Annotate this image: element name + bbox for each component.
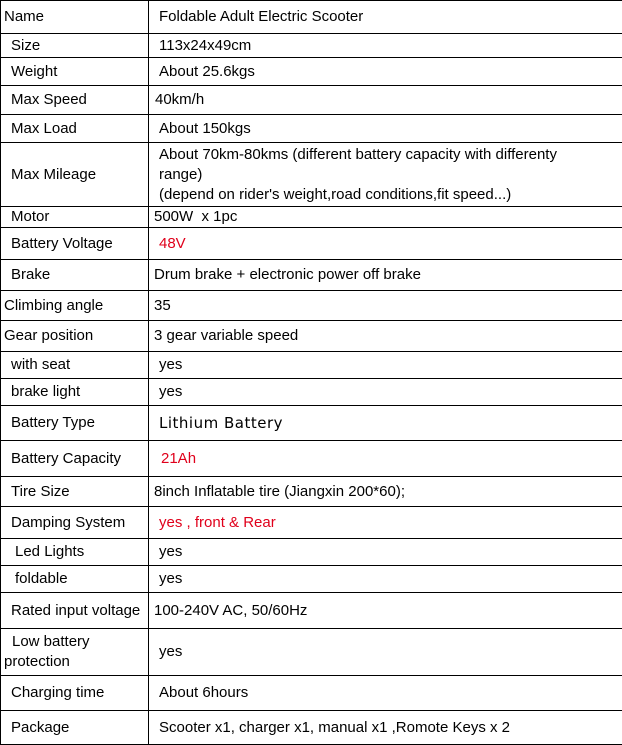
table-row [1,86,622,115]
table-row [1,566,622,593]
row-label: Gear position [1,321,149,352]
row-label: Max Mileage [1,143,149,207]
table-row [1,676,622,711]
row-label: Low battery protection [1,629,149,676]
row-value: 500W x 1pc [149,207,622,228]
row-value: 100-240V AC, 50/60Hz [149,593,622,629]
row-label: with seat [1,352,149,379]
table-row [1,406,622,441]
row-label: Climbing angle [1,291,149,321]
table-row [1,115,622,143]
row-value: 8inch Inflatable tire (Jiangxin 200*60); [149,477,622,507]
table-row [1,539,622,566]
table-row [1,291,622,321]
row-label: Weight [1,58,149,86]
table-row [1,207,622,228]
table-row [1,507,622,539]
row-value: yes [149,352,622,379]
row-label: brake light [1,379,149,406]
table-row [1,260,622,291]
table-row [1,58,622,86]
row-label: Battery Type [1,406,149,441]
row-value: About 150kgs [149,115,622,143]
table-row [1,379,622,406]
row-label: Package [1,711,149,745]
row-value: 48V [149,228,622,260]
row-label: Damping System [1,507,149,539]
row-value: Lithium Battery [149,406,622,441]
table-row [1,441,622,477]
table-row [1,352,622,379]
row-value: yes , front & Rear [149,507,622,539]
row-label: Name [1,1,149,34]
row-value: Scooter x1, charger x1, manual x1 ,Romote Keys x 2 [149,711,622,745]
row-label: Max Speed [1,86,149,115]
row-value: yes [149,629,622,676]
row-value: 3 gear variable speed [149,321,622,352]
row-label: Size [1,34,149,58]
row-value: About 6hours [149,676,622,711]
row-value: 35 [149,291,622,321]
row-label: Charging time [1,676,149,711]
table-row [1,143,622,207]
mileage-note-text: (depend on rider's weight,road conditions,fit speed...) [159,185,622,205]
row-label: Battery Voltage [1,228,149,260]
table-row [1,593,622,629]
row-value: 40km/h [149,86,622,115]
row-label: Brake [1,260,149,291]
row-label: Max Load [1,115,149,143]
table-row [1,228,622,260]
row-value: Foldable Adult Electric Scooter [149,1,622,34]
table-row [1,321,622,352]
row-value: Drum brake + electronic power off brake [149,260,622,291]
row-label: Tire Size [1,477,149,507]
row-value: yes [149,379,622,406]
row-label: Motor [1,207,149,228]
row-value: yes [149,566,622,593]
table-row [1,629,622,676]
row-value: yes [149,539,622,566]
row-value [149,143,622,207]
table-row [1,711,622,745]
row-label: Battery Capacity [1,441,149,477]
row-value: About 25.6kgs [149,58,622,86]
table-row [1,477,622,507]
row-label: Rated input voltage [1,593,149,629]
row-value: 21Ah [149,441,622,477]
row-label: foldable [1,566,149,593]
mileage-range-text: About 70km-80kms (different battery capacity with differenty range) [159,145,622,185]
table-row [1,34,622,58]
row-label: Led Lights [1,539,149,566]
row-value: 113x24x49cm [149,34,622,58]
table-row [1,1,622,34]
